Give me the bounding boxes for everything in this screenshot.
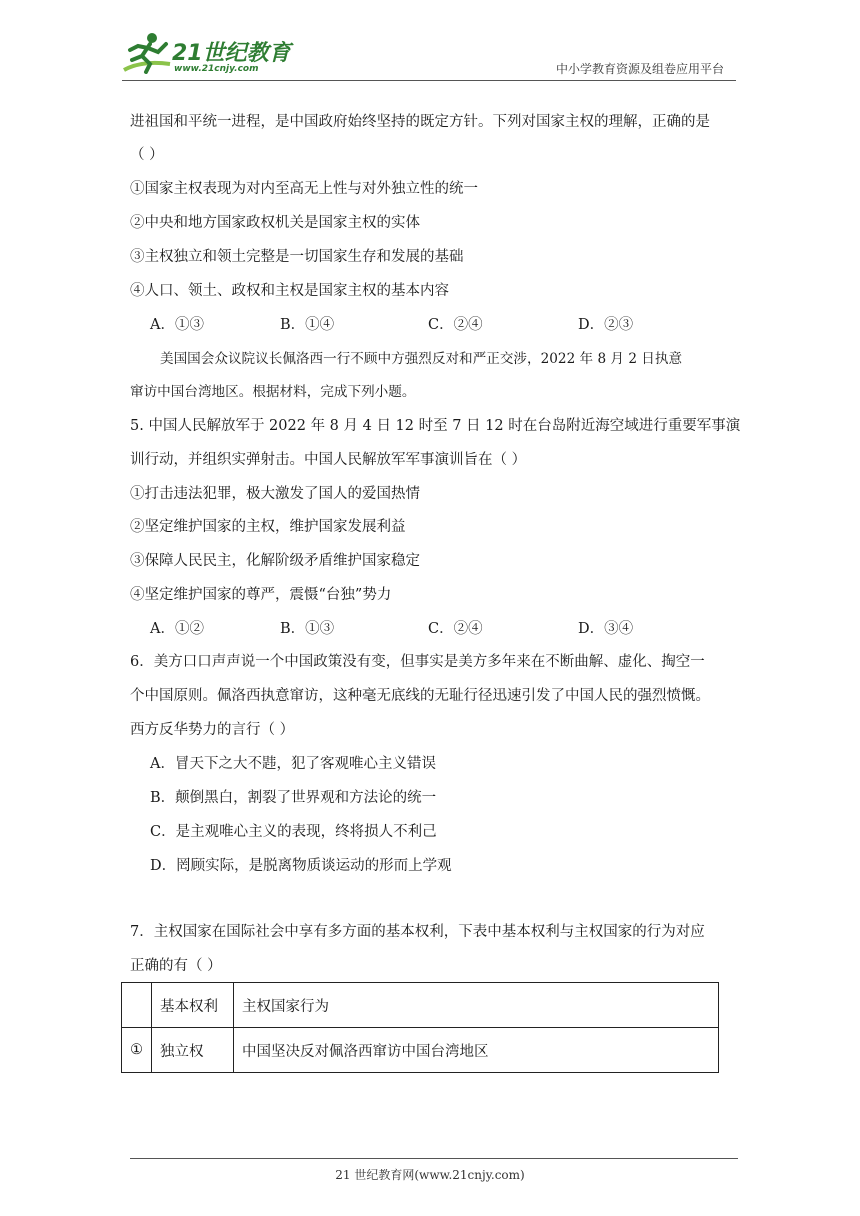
table-row [122,1028,719,1073]
q5-option-c: C．②④ [428,621,483,637]
q5-option-a: A．①② [150,621,204,637]
q5-option-b: B．①③ [280,621,335,637]
q7-line1: 7．主权国家在国际社会中享有多方面的基本权利，下表中基本权利与主权国家的行为对应 [130,924,705,940]
page-header [0,0,860,90]
q4-item-3: ③主权独立和领土完整是一切国家生存和发展的基础 [130,249,464,265]
q4-item-2: ②中央和地方国家政权机关是国家主权的实体 [130,215,420,231]
q4-item-1: ①国家主权表现为对内至高无上性与对外独立性的统一 [130,181,478,197]
q4-item-4: ④人口、领土、政权和主权是国家主权的基本内容 [130,283,449,299]
platform-title: 中小学教育资源及组卷应用平台 [555,62,724,76]
q4-line1: 进祖国和平统一进程，是中国政府始终坚持的既定方针。下列对国家主权的理解，正确的是 [130,114,710,130]
q4-line2: （ ） [130,147,164,163]
rights-table [121,982,719,1073]
table-header-cell: 基本权利 [152,983,234,1028]
q6-option-b: B．颠倒黑白，割裂了世界观和方法论的统一 [150,790,437,806]
footer-text: 21 世纪教育网(www.21cnjy.com) [335,1168,525,1182]
q5-item-4: ④坚定维护国家的尊严，震慑“台独”势力 [130,587,392,603]
table-cell: 独立权 [152,1028,234,1073]
q5-item-1: ①打击违法犯罪，极大激发了国人的爱国热情 [130,486,420,502]
q6-option-c: C．是主观唯心主义的表现，终将损人不利己 [150,824,437,840]
q6-line2: 个中国原则。佩洛西执意窜访，这种毫无底线的无耻行径迅速引发了中国人民的强烈愤慨。 [130,688,710,704]
q5-option-d: D．③④ [578,621,634,637]
header-divider [122,80,736,81]
table-cell: 中国坚决反对佩洛西窜访中国台湾地区 [234,1028,719,1073]
table-header-cell [122,983,152,1028]
q4-option-b: B．①④ [280,317,335,333]
table-cell: ① [122,1028,152,1073]
q5-item-2: ②坚定维护国家的主权，维护国家发展利益 [130,519,406,535]
table-header-row [122,983,719,1028]
q4-option-c: C．②④ [428,317,483,333]
q6-line3: 西方反华势力的言行（ ） [130,722,295,738]
material-line2: 窜访中国台湾地区。根据材料，完成下列小题。 [130,384,416,400]
logo-url: www.21cnjy.com [174,64,259,74]
q4-option-d: D．②③ [578,317,634,333]
q6-option-a: A．冒天下之大不韪，犯了客观唯心主义错误 [150,756,436,772]
table-header-cell: 主权国家行为 [234,983,719,1028]
material-line1: 美国国会众议院议长佩洛西一行不顾中方强烈反对和严正交涉，2022 年 8 月 2 日执意 [160,351,683,367]
q6-line1: 6．美方口口声声说一个中国政策没有变，但事实是美方多年来在不断曲解、虚化、掏空一 [130,654,705,670]
q5-item-3: ③保障人民民主，化解阶级矛盾维护国家稳定 [130,553,420,569]
footer-divider [130,1158,738,1159]
runner-icon [122,30,172,74]
q6-option-d: D．罔顾实际，是脱离物质谈运动的形而上学观 [150,858,452,874]
q5-line2: 训行动，并组织实弹射击。中国人民解放军军事演训旨在（ ） [130,452,527,468]
q7-line2: 正确的有（ ） [130,958,222,974]
logo [122,30,292,80]
q5-line1: 5. 中国人民解放军于 2022 年 8 月 4 日 12 时至 7 日 12 时在台岛附近海空域进行重要军事演 [130,418,741,434]
q4-option-a: A．①③ [150,317,204,333]
logo-text: 21世纪教育 [172,41,291,66]
